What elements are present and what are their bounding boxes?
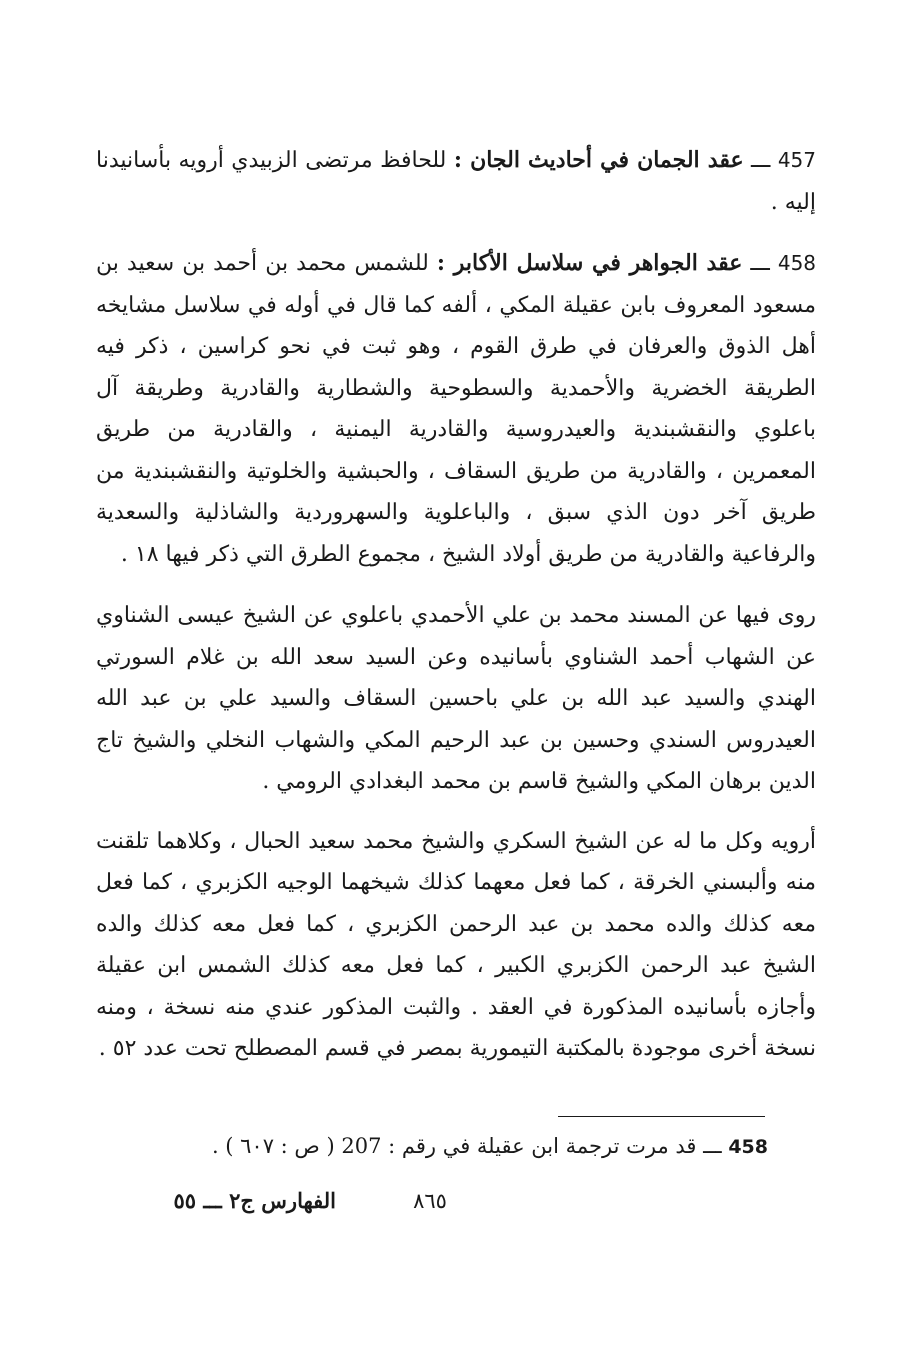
paragraph-transmission: أرويه وكل ما له عن الشيخ السكري والشيخ محمد سعيد الحبال ، وكلاهما تلقنت منه وألبسني الخرقة ، كما فعل معهما كذلك شيخهما الوجيه الكزبري ، كما فعل معه كذلك والده محمد بن عبد الرحمن الكزبري ، كما فعل معه كذلك والده الشيخ عبد الرحمن الكزبري الكبير ، كما فعل معه كذلك الشمس ابن عقيلة وأجازه بأسانيده المذكورة في العقد . والثبت المذكور عندي منه نسخة ، ومنه نسخة أخرى موجودة بالمكتبة التيمورية بمصر في قسم المصطلح تحت عدد ٥٢ . — [96, 828, 816, 1061]
footnote-number: 458 — [728, 1136, 768, 1158]
page-body — [96, 140, 816, 1070]
paragraph-narration: روى فيها عن المسند محمد بن علي الأحمدي باعلوي عن الشيخ عيسى الشناوي عن الشهاب أحمد الشناوي بأسانيده وعن السيد سعد الله بن غلام السورتي الهندي والسيد عبد الله بن علي باحسين السقاف والسيد علي بن عبد الله العيدروس السندي وحسين بن عبد الرحيم المكي والشهاب النخلي والشيخ تاج الدين برهان المكي والشيخ قاسم بن محمد البغدادي الرومي . — [96, 603, 816, 794]
footnote-separator — [558, 1116, 765, 1117]
entry-dash: ـــ — [751, 148, 771, 173]
entry-number: 458 — [777, 251, 817, 275]
entry-body: للشمس محمد بن أحمد بن سعيد بن مسعود المعروف بابن عقيلة المكي ، ألفه كما قال في أوله في سلاسل مشايخه أهل الذوق والعرفان في طرق القوم ، وهو ثبت في نحو كراسين ، ذكر فيه الطريقة الخضرية والأحمدية والسطوحية والشطارية والقادرية وطريقة آل باعلوي والنقشبندية والعيدروسية والقادرية اليمنية ، والقادرية من طريق المعمرين ، والقادرية من طريق السقاف ، والحبشية والخلوتية والنقشبندية من طريق آخر دون الذي سبق ، والباعلوية والسهروردية والشاذلية والسعدية والرفاعية والقادرية من طريق أولاد الشيخ ، مجموع الطرق التي ذكر فيها ١٨ . — [96, 251, 816, 567]
entry-title: عقد الجواهر في سلاسل الأكابر : — [436, 250, 743, 276]
entry-number: 457 — [777, 148, 817, 172]
running-head: الفهارس ج٢ ـــ ٥٥ — [173, 1188, 336, 1213]
entry-title: عقد الجمان في أحاديث الجان : — [453, 147, 744, 173]
entry-458 — [96, 243, 816, 575]
entry-457 — [96, 140, 816, 223]
footnote-dash: ـــ — [703, 1134, 722, 1158]
footnote — [96, 1128, 768, 1165]
footnote-text: قد مرت ترجمة ابن عقيلة في رقم : 207 ( ص : ٦٠٧ ) . — [211, 1134, 697, 1158]
entry-body: للحافظ مرتضى الزبيدي أرويه بأسانيدنا إليه . — [96, 148, 816, 215]
entry-dash: ـــ — [750, 251, 770, 276]
page-number: ٨٦٥ — [413, 1189, 447, 1213]
